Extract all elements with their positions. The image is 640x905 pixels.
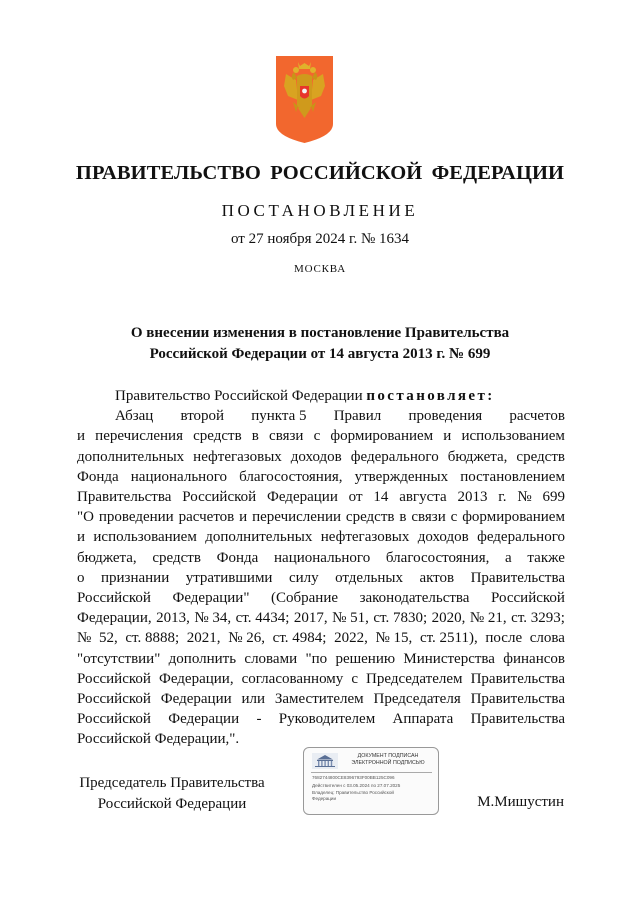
body-word: Правительства <box>470 569 565 586</box>
body-line <box>77 649 565 669</box>
body-word: о <box>77 569 85 586</box>
government-name: ПРАВИТЕЛЬСТВО РОССИЙСКОЙ ФЕДЕРАЦИИ <box>75 162 565 184</box>
body-word: Председателем <box>366 670 463 687</box>
body-word: ст. 4984; <box>272 630 327 647</box>
body-word: № 21, <box>469 610 507 627</box>
body-word: признании <box>100 569 170 586</box>
body-word: № <box>517 489 532 506</box>
body-word: дополнительных <box>77 448 185 465</box>
body-word: "отсутствии" <box>77 650 161 667</box>
amendment-paragraph <box>77 406 565 729</box>
body-word: и <box>77 529 86 546</box>
body-word: слова <box>529 630 565 647</box>
body-word: согласованному <box>241 670 344 687</box>
body-word: 699 <box>542 489 565 506</box>
signatory-name: М.Мишустин <box>477 794 564 810</box>
document-body <box>77 386 565 750</box>
stamp-certificate: 7682744800CE8396793F00BB125C096 <box>312 775 395 780</box>
body-word: и <box>77 428 86 445</box>
body-word: федерального <box>350 448 439 465</box>
body-word: нефтегазовых <box>320 529 410 546</box>
body-word: финансов <box>503 650 565 667</box>
body-word: постановлением <box>460 468 565 485</box>
body-line <box>77 426 565 446</box>
document-city: МОСКВА <box>294 263 346 275</box>
resolution-intro <box>77 386 565 406</box>
body-word: проведении <box>98 509 174 526</box>
body-word: Российской <box>182 489 257 506</box>
body-line <box>77 527 565 547</box>
electronic-signature-stamp <box>303 747 439 815</box>
body-line <box>77 628 565 648</box>
body-word: бюджета, <box>77 549 137 566</box>
body-word: отдельных <box>335 569 403 586</box>
body-word: словами <box>244 650 298 667</box>
document-subject <box>0 323 640 365</box>
body-word: 2013 <box>457 489 488 506</box>
body-word: Российской <box>77 711 151 728</box>
body-word: национального <box>274 549 371 566</box>
body-word: перечислении <box>252 509 342 526</box>
body-word: - <box>256 711 262 728</box>
body-word: Федерации, <box>158 670 234 687</box>
body-word: Абзац <box>115 408 154 425</box>
body-word: утратившими <box>185 569 273 586</box>
body-word: проведения <box>408 408 483 425</box>
body-word: 14 <box>373 489 389 506</box>
body-word: № <box>77 630 92 647</box>
body-word: с <box>351 670 358 687</box>
body-word: формированием <box>462 509 565 526</box>
body-word: от <box>348 489 363 506</box>
body-word: нефтегазовых <box>193 448 282 465</box>
double-headed-eagle-icon <box>276 56 333 143</box>
intro-text: Правительство Российской Федерации <box>115 388 367 404</box>
stamp-divider <box>311 772 432 773</box>
body-word: Правительства <box>77 489 172 506</box>
body-line <box>77 507 565 527</box>
body-word: законодательства <box>359 590 470 607</box>
body-word: Заместителем <box>274 691 364 708</box>
body-word: федерального <box>477 529 565 546</box>
body-word: связи <box>269 428 304 445</box>
body-word: силу <box>288 569 319 586</box>
body-word: связи <box>411 509 446 526</box>
body-word: 2021, <box>186 630 221 647</box>
body-word: в <box>399 509 407 526</box>
document-type: ПОСТАНОВЛЕНИЕ <box>221 201 419 220</box>
signatory-position <box>77 773 267 815</box>
body-word: средств <box>345 509 395 526</box>
body-word: Российской <box>77 691 151 708</box>
body-word: расчетов <box>509 408 565 425</box>
body-word: национального <box>130 468 227 485</box>
body-word: Руководителем <box>278 711 376 728</box>
body-line <box>77 568 565 588</box>
body-word: Федерации, <box>77 610 152 627</box>
body-word: дополнить <box>168 650 237 667</box>
body-word: г. <box>498 489 507 506</box>
body-word: № 34, <box>194 610 232 627</box>
body-word: (Собрание <box>271 590 339 607</box>
body-word: ст. 7830; <box>373 610 428 627</box>
body-word: дополнительных <box>205 529 313 546</box>
stamp-title <box>340 753 436 767</box>
body-line <box>77 548 565 568</box>
body-line <box>77 709 565 729</box>
body-word: № 15, <box>375 630 413 647</box>
body-line <box>77 487 565 507</box>
body-word: 2013, <box>156 610 190 627</box>
body-word: ст. 4434; <box>235 610 290 627</box>
body-word: Правительства <box>470 691 565 708</box>
body-word: и <box>239 509 248 526</box>
body-line <box>77 588 565 608</box>
subject-line: Российской Федерации от 14 августа 2013 г. № 699 <box>149 346 491 362</box>
body-word: также <box>527 549 565 566</box>
subject-line: О внесении изменения в постановление Правительства <box>130 325 510 341</box>
body-word: средств <box>516 448 565 465</box>
body-word: ст. 2511), <box>419 630 478 647</box>
body-word: № 26, <box>228 630 266 647</box>
body-word: августа <box>399 489 447 506</box>
body-word: 2022, <box>334 630 368 647</box>
body-word: ст. 3293; <box>511 610 565 627</box>
body-word: перечисления <box>95 428 183 445</box>
body-word: Федерации <box>160 691 232 708</box>
government-building-icon <box>312 753 338 769</box>
stamp-validity: Действителен с 03.05.2024 по 27.07.2025 <box>312 783 401 788</box>
body-word: Министерства <box>403 650 495 667</box>
body-word: доходов <box>417 529 469 546</box>
body-line <box>77 669 565 689</box>
body-word: благосостояния, <box>239 468 343 485</box>
body-word: утвержденных <box>354 468 449 485</box>
document-date-number: от 27 ноября 2024 г. № 1634 <box>230 231 410 247</box>
resolution-verb: постановляет: <box>366 388 495 404</box>
stamp-owner: Владелец: Правительство Российской <box>312 790 394 795</box>
body-word: расчетов <box>178 509 235 526</box>
body-word: Федерации" <box>172 590 250 607</box>
body-word: использованием <box>461 428 565 445</box>
body-line <box>77 608 565 628</box>
position-line: Председатель Правительства <box>79 775 265 791</box>
body-line <box>77 406 565 426</box>
body-word: 52, <box>98 630 118 647</box>
body-word: Правительства <box>470 711 565 728</box>
body-word: Аппарата <box>392 711 454 728</box>
paragraph-last-line: Российской Федерации,". <box>77 731 240 748</box>
position-line: Российской Федерации <box>97 796 247 812</box>
body-word: № 51, <box>332 610 369 627</box>
body-word: Фонда <box>77 468 119 485</box>
body-word: второй <box>180 408 225 425</box>
body-word: и <box>443 428 452 445</box>
body-word: решению <box>335 650 396 667</box>
body-word: с <box>450 509 458 526</box>
stamp-title-line: ЭЛЕКТРОННОЙ ПОДПИСЬЮ <box>351 760 425 766</box>
body-word: или <box>241 691 266 708</box>
stamp-owner: Федерации <box>312 796 337 801</box>
body-word: Правил <box>333 408 382 425</box>
body-word: Фонда <box>216 549 259 566</box>
body-word: средств <box>152 549 201 566</box>
body-word: в <box>251 428 259 445</box>
body-word: 2017, <box>293 610 328 627</box>
body-word: использованием <box>93 529 197 546</box>
body-word: Правительства <box>470 670 565 687</box>
body-word: Российской <box>77 670 151 687</box>
body-word: средств <box>193 428 242 445</box>
body-word: Федерации <box>267 489 338 506</box>
body-word: Российской <box>77 590 151 607</box>
body-word: пункта 5 <box>251 408 307 425</box>
body-word: "по <box>305 650 328 667</box>
body-word: формированием <box>330 428 434 445</box>
body-word: после <box>485 630 523 647</box>
body-line <box>77 447 565 467</box>
body-word: актов <box>419 569 455 586</box>
body-word: с <box>313 428 321 445</box>
body-word: ст. 8888; <box>125 630 180 647</box>
stamp-title-line: ДОКУМЕНТ ПОДПИСАН <box>357 753 419 759</box>
body-word: Федерации <box>168 711 240 728</box>
body-word: а <box>505 549 512 566</box>
body-word: 2020, <box>431 610 466 627</box>
body-word: Председателя <box>373 691 461 708</box>
body-word: Российской <box>491 590 565 607</box>
body-word: благосостояния, <box>385 549 490 566</box>
coat-of-arms-emblem <box>276 56 333 143</box>
body-word: "О <box>77 509 94 526</box>
body-line <box>77 467 565 487</box>
body-line <box>77 689 565 709</box>
body-word: бюджета, <box>447 448 508 465</box>
body-word: доходов <box>290 448 342 465</box>
